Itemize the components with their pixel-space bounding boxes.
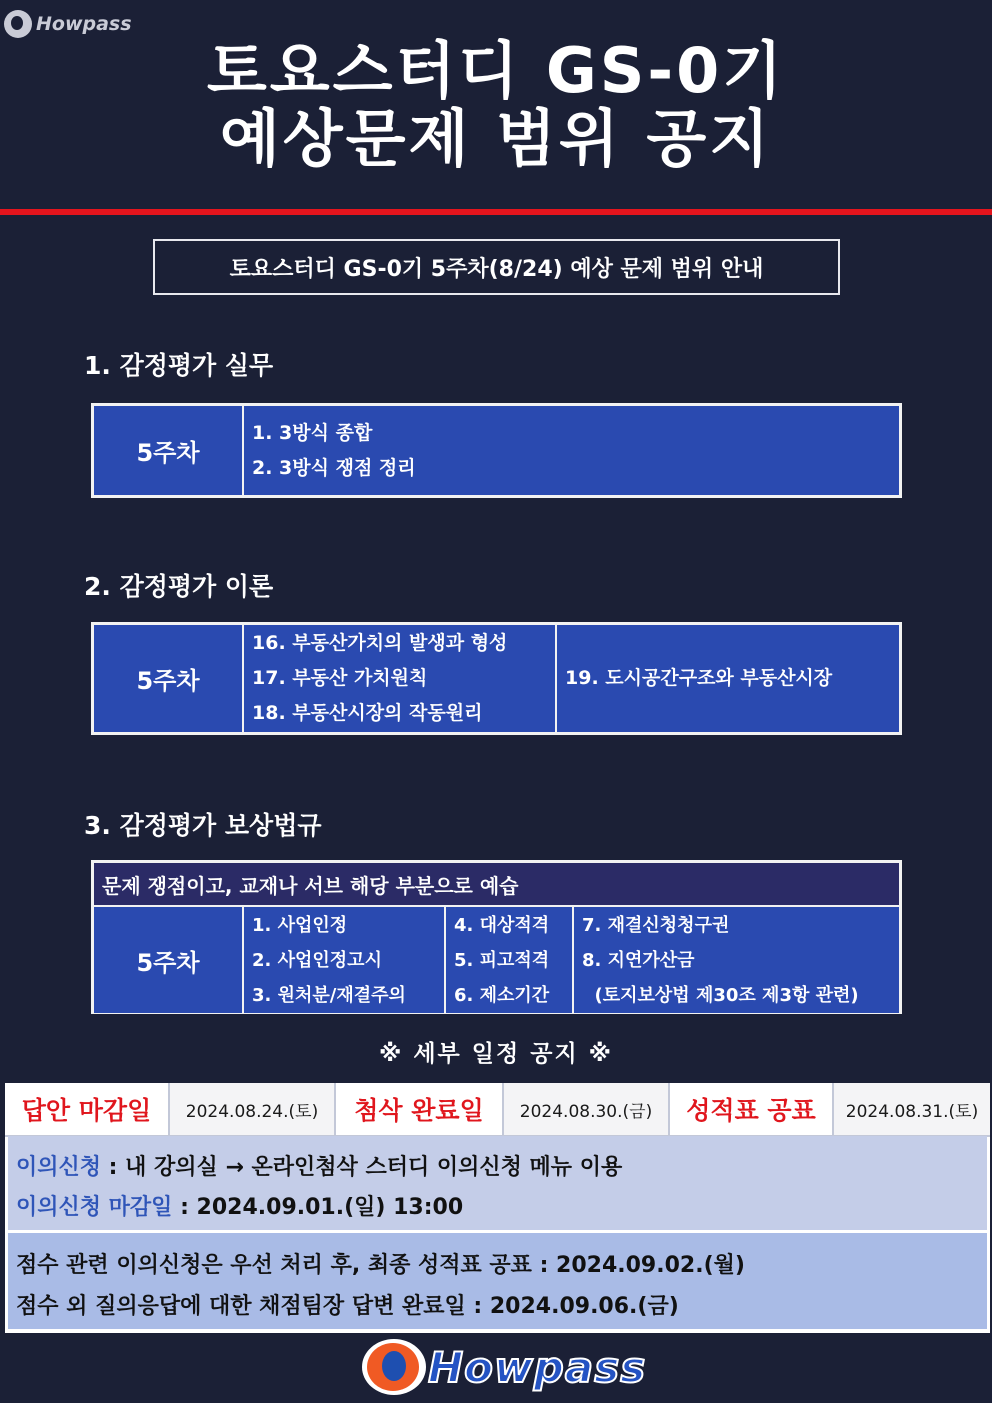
topic-item: 3. 원처분/재결주의 — [252, 984, 406, 1006]
schedule-notice-heading: ※ 세부 일정 공지 ※ — [378, 1041, 614, 1067]
section-heading-theory: 2. 감정평가 이론 — [84, 572, 274, 601]
topic-item: 2. 3방식 쟁점 정리 — [252, 456, 416, 479]
law-table — [91, 860, 902, 1014]
topic-column — [557, 625, 899, 732]
topic-item: 8. 지연가산금 — [582, 949, 695, 971]
topic-column — [244, 907, 446, 1013]
logo-wordmark: Howpass — [428, 1342, 647, 1392]
topic-column — [244, 406, 899, 495]
appeal-info — [8, 1136, 987, 1230]
law-table-note: 문제 쟁점이고, 교재나 서브 해당 부분으로 예습 — [94, 863, 899, 907]
final-announcement — [8, 1233, 987, 1329]
answer-deadline-date: 2024.08.24.(토) — [170, 1083, 336, 1135]
report-announce-date: 2024.08.31.(토) — [834, 1083, 990, 1135]
topic-item: 5. 피고적격 — [454, 949, 550, 971]
appeal-text: : 내 강의실 → 온라인첨삭 스터디 이의신청 메뉴 이용 — [101, 1155, 623, 1180]
topic-item: 1. 3방식 종합 — [252, 421, 373, 444]
topic-item: 17. 부동산 가치원칙 — [252, 667, 428, 689]
week-cell: 5주차 — [94, 907, 244, 1013]
topic-item: 1. 사업인정 — [252, 914, 348, 936]
practice-table — [91, 403, 902, 498]
appeal-label: 이의신청 — [16, 1155, 102, 1180]
howpass-ball-icon — [362, 1339, 426, 1395]
topic-column — [244, 625, 557, 732]
howpass-logo-bottom — [362, 1339, 646, 1395]
topic-item: 6. 제소기간 — [454, 984, 550, 1006]
topic-item: 4. 대상적격 — [454, 914, 550, 936]
howpass-logo-top — [4, 10, 132, 38]
topic-item: 2. 사업인정고시 — [252, 949, 382, 971]
appeal-method — [16, 1148, 979, 1188]
appeal-deadline-label: 이의신청 마감일 — [16, 1195, 173, 1220]
correction-complete-date: 2024.08.30.(금) — [504, 1083, 670, 1135]
answer-deadline-label: 답안 마감일 — [5, 1083, 170, 1135]
week-cell: 5주차 — [94, 625, 244, 732]
schedule-dates-row — [5, 1083, 990, 1137]
topic-item: 7. 재결신청청구권 — [582, 914, 730, 936]
topic-item: 18. 부동산시장의 작동원리 — [252, 702, 483, 724]
page-title-line1: 토요스터디 GS-0기 — [206, 34, 786, 107]
divider — [0, 209, 992, 215]
report-announce-label: 성적표 공표 — [670, 1083, 834, 1135]
topic-column — [446, 907, 574, 1013]
logo-text: Howpass — [36, 13, 132, 35]
final-line-2: 점수 외 질의응답에 대한 채점팀장 답변 완료일 : 2024.09.06.(금) — [16, 1294, 679, 1319]
correction-complete-label: 첨삭 완료일 — [336, 1083, 504, 1135]
page-title-line2: 예상문제 범위 공지 — [219, 102, 773, 175]
section-heading-law: 3. 감정평가 보상법규 — [84, 811, 322, 840]
howpass-logo-icon — [4, 10, 32, 38]
topic-column — [574, 907, 899, 1013]
theory-table — [91, 622, 902, 735]
appeal-deadline — [16, 1188, 979, 1228]
appeal-deadline-text: : 2024.09.01.(일) 13:00 — [172, 1195, 464, 1220]
topic-item: 16. 부동산가치의 발생과 형성 — [252, 632, 508, 654]
week-cell: 5주차 — [94, 406, 244, 495]
subtitle-box: 토요스터디 GS-0기 5주차(8/24) 예상 문제 범위 안내 — [153, 239, 840, 295]
section-heading-practice: 1. 감정평가 실무 — [84, 351, 274, 380]
final-line-1: 점수 관련 이의신청은 우선 처리 후, 최종 성적표 공표 : 2024.09.02.(월) — [16, 1253, 745, 1278]
schedule-box — [5, 1083, 990, 1333]
topic-item: (토지보상법 제30조 제3항 관련) — [582, 984, 859, 1006]
topic-item: 19. 도시공간구조와 부동산시장 — [565, 667, 833, 689]
